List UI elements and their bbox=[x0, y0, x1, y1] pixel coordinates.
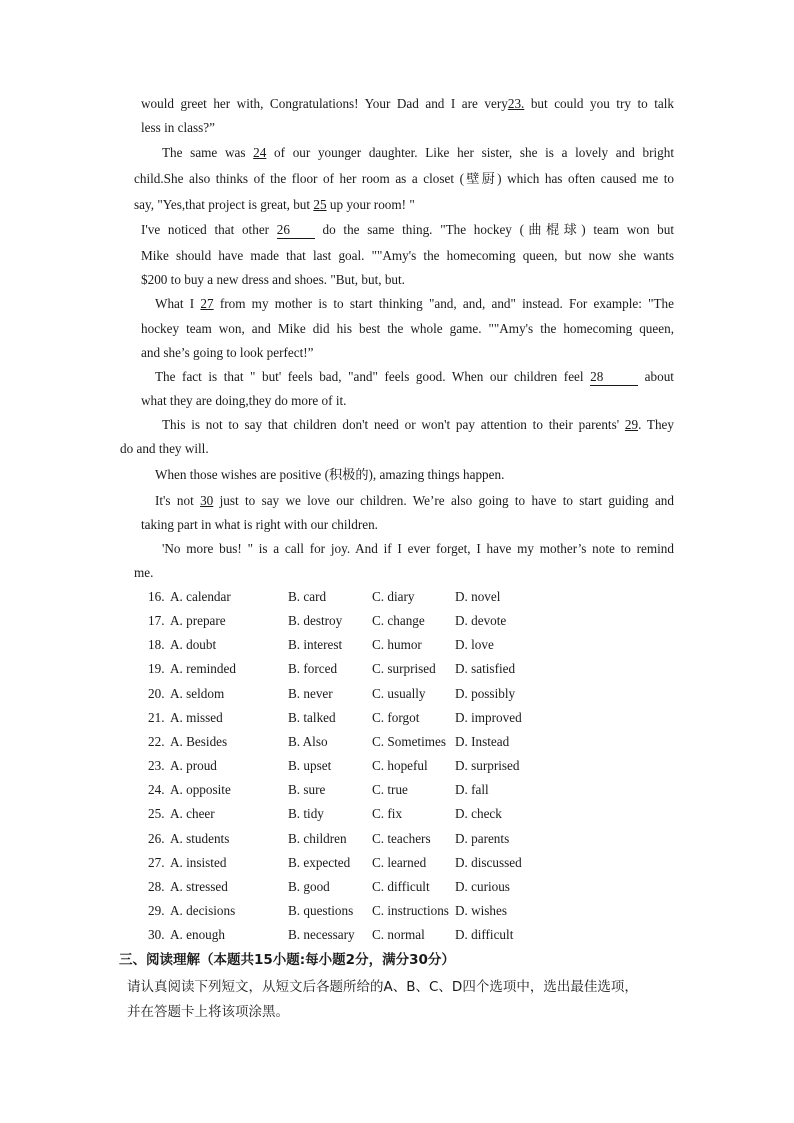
blank-26: 26 bbox=[277, 222, 315, 239]
option-a: A. seldom bbox=[170, 685, 225, 701]
blank-29: 29 bbox=[624, 417, 639, 432]
option-b: B. destroy bbox=[288, 613, 343, 629]
passage-line: $200 to buy a new dress and shoes. "But, but, but. bbox=[141, 272, 405, 287]
option-d: D. wishes bbox=[455, 902, 508, 918]
question-number: 28. bbox=[148, 878, 165, 894]
option-c: C. forgot bbox=[372, 709, 420, 725]
option-a: A. calendar bbox=[170, 589, 231, 604]
option-b: B. never bbox=[288, 685, 333, 701]
option-c: C. diary bbox=[372, 589, 415, 604]
question-number: 18. bbox=[148, 637, 165, 653]
option-c: C. true bbox=[372, 782, 408, 798]
option-a: A. enough bbox=[170, 927, 225, 943]
passage-line: say, "Yes,that project is great, but 25 up your room! " bbox=[134, 197, 415, 212]
passage-line: 'No more bus! " is a call for joy. And if I ever forget, I have my mother’s note to remind bbox=[162, 541, 674, 556]
section-instruction: 请认真阅读下列短文，从短文后各题所给的A、B、C、D四个选项中，选出最佳选项， bbox=[127, 979, 638, 995]
option-c: C. difficult bbox=[372, 878, 430, 894]
option-d: D. novel bbox=[455, 589, 501, 604]
option-b: B. necessary bbox=[288, 927, 355, 943]
option-a: A. insisted bbox=[170, 854, 227, 870]
option-c: C. normal bbox=[372, 927, 425, 943]
blank-24: 24 bbox=[253, 145, 267, 160]
option-c: C. fix bbox=[372, 806, 403, 822]
option-c: C. Sometimes bbox=[372, 733, 446, 749]
option-c: C. humor bbox=[372, 637, 422, 653]
option-c: C. usually bbox=[372, 685, 426, 701]
option-a: A. stressed bbox=[170, 878, 228, 894]
passage-line: and she’s going to look perfect!” bbox=[141, 345, 314, 360]
blank-30: 30 bbox=[200, 493, 214, 508]
passage-line: do and they will. bbox=[120, 441, 209, 456]
option-b: B. Also bbox=[288, 733, 328, 749]
blank-23: 23. bbox=[507, 96, 525, 111]
passage-line: would greet her with, Congratulations! Your Dad and I are very23. but could you try to talk bbox=[141, 96, 674, 111]
blank-25: 25 bbox=[313, 197, 327, 212]
blank-28: 28 bbox=[590, 369, 638, 386]
option-b: B. sure bbox=[288, 782, 326, 798]
option-d: D. discussed bbox=[455, 854, 522, 870]
option-b: B. talked bbox=[288, 709, 336, 725]
option-c: C. learned bbox=[372, 854, 427, 870]
option-b: B. questions bbox=[288, 902, 354, 918]
question-number: 27. bbox=[148, 854, 165, 870]
option-d: D. Instead bbox=[455, 733, 510, 749]
question-number: 30. bbox=[148, 927, 165, 943]
passage-line: me. bbox=[134, 565, 154, 580]
question-number: 16. bbox=[148, 589, 165, 604]
section-title: 三、阅读理解（本题共15小题:每小题2分，满分30分） bbox=[119, 952, 455, 968]
option-d: D. difficult bbox=[455, 927, 514, 943]
option-d: D. improved bbox=[455, 709, 522, 725]
option-a: A. missed bbox=[170, 709, 223, 725]
passage-line: hockey team won, and Mike did his best the whole game. ""Amy's the homecoming queen, bbox=[141, 321, 674, 336]
option-c: C. teachers bbox=[372, 830, 431, 846]
option-d: D. check bbox=[455, 806, 502, 822]
passage-line: The same was 24 of our younger daughter. Like her sister, she is a lovely and bright bbox=[162, 145, 675, 160]
option-b: B. forced bbox=[288, 661, 338, 677]
passage-line: The fact is that " but' feels bad, "and" feels good. When our children feel 28 about bbox=[155, 369, 674, 384]
passage-line: I've noticed that other 26 do the same thing. "The hockey (曲棍球) team won but bbox=[141, 222, 674, 237]
option-d: D. devote bbox=[455, 613, 507, 629]
passage-line: It's not 30 just to say we love our children. We’re also going to have to start guiding and bbox=[155, 493, 674, 508]
option-c: C. hopeful bbox=[372, 758, 428, 774]
option-b: B. tidy bbox=[288, 806, 324, 822]
question-number: 24. bbox=[148, 782, 165, 798]
option-a: A. doubt bbox=[170, 637, 217, 653]
option-d: D. fall bbox=[455, 782, 489, 798]
option-a: A. decisions bbox=[170, 902, 236, 918]
question-number: 21. bbox=[148, 709, 165, 725]
option-a: A. cheer bbox=[170, 806, 215, 822]
passage-line: When those wishes are positive (积极的), amazing things happen. bbox=[155, 467, 505, 482]
question-number: 19. bbox=[148, 661, 165, 677]
option-a: A. students bbox=[170, 830, 230, 846]
option-c: C. change bbox=[372, 613, 425, 629]
option-d: D. curious bbox=[455, 878, 510, 894]
passage-line: child.She also thinks of the floor of her room as a closet (壁厨) which has often caused me to bbox=[134, 171, 674, 186]
option-d: D. satisfied bbox=[455, 661, 516, 677]
passage-line: This is not to say that children don't need or won't pay attention to their parents' 29. They bbox=[162, 417, 674, 432]
option-b: B. interest bbox=[288, 637, 343, 653]
passage-line: less in class?” bbox=[141, 120, 215, 135]
option-a: A. reminded bbox=[170, 661, 236, 677]
option-b: B. children bbox=[288, 830, 347, 846]
question-number: 29. bbox=[148, 902, 165, 918]
question-number: 20. bbox=[148, 685, 165, 701]
question-number: 26. bbox=[148, 830, 165, 846]
option-d: D. possibly bbox=[455, 685, 516, 701]
option-d: D. love bbox=[455, 637, 494, 653]
blank-27: 27 bbox=[200, 296, 214, 311]
option-d: D. surprised bbox=[455, 758, 520, 774]
passage-line: taking part in what is right with our children. bbox=[141, 517, 378, 532]
option-a: A. opposite bbox=[170, 782, 231, 798]
option-a: A. Besides bbox=[170, 733, 228, 749]
option-b: B. upset bbox=[288, 758, 332, 774]
question-number: 23. bbox=[148, 758, 165, 774]
option-c: C. instructions bbox=[372, 902, 449, 918]
question-number: 25. bbox=[148, 806, 165, 822]
option-a: A. prepare bbox=[170, 613, 226, 629]
option-c: C. surprised bbox=[372, 661, 436, 677]
passage-line: What I 27 from my mother is to start thinking "and, and, and" instead. For example: "The bbox=[155, 296, 674, 311]
option-a: A. proud bbox=[170, 758, 217, 774]
option-b: B. card bbox=[288, 589, 327, 604]
question-number: 22. bbox=[148, 733, 165, 749]
option-d: D. parents bbox=[455, 830, 510, 846]
passage-line: Mike should have made that last goal. ""Amy's the homecoming queen, but now she wants bbox=[141, 248, 674, 263]
option-b: B. good bbox=[288, 878, 330, 894]
option-b: B. expected bbox=[288, 854, 351, 870]
section-instruction: 并在答题卡上将该项涂黑。 bbox=[127, 1004, 289, 1020]
passage-line: what they are doing,they do more of it. bbox=[141, 393, 347, 408]
question-number: 17. bbox=[148, 613, 165, 629]
